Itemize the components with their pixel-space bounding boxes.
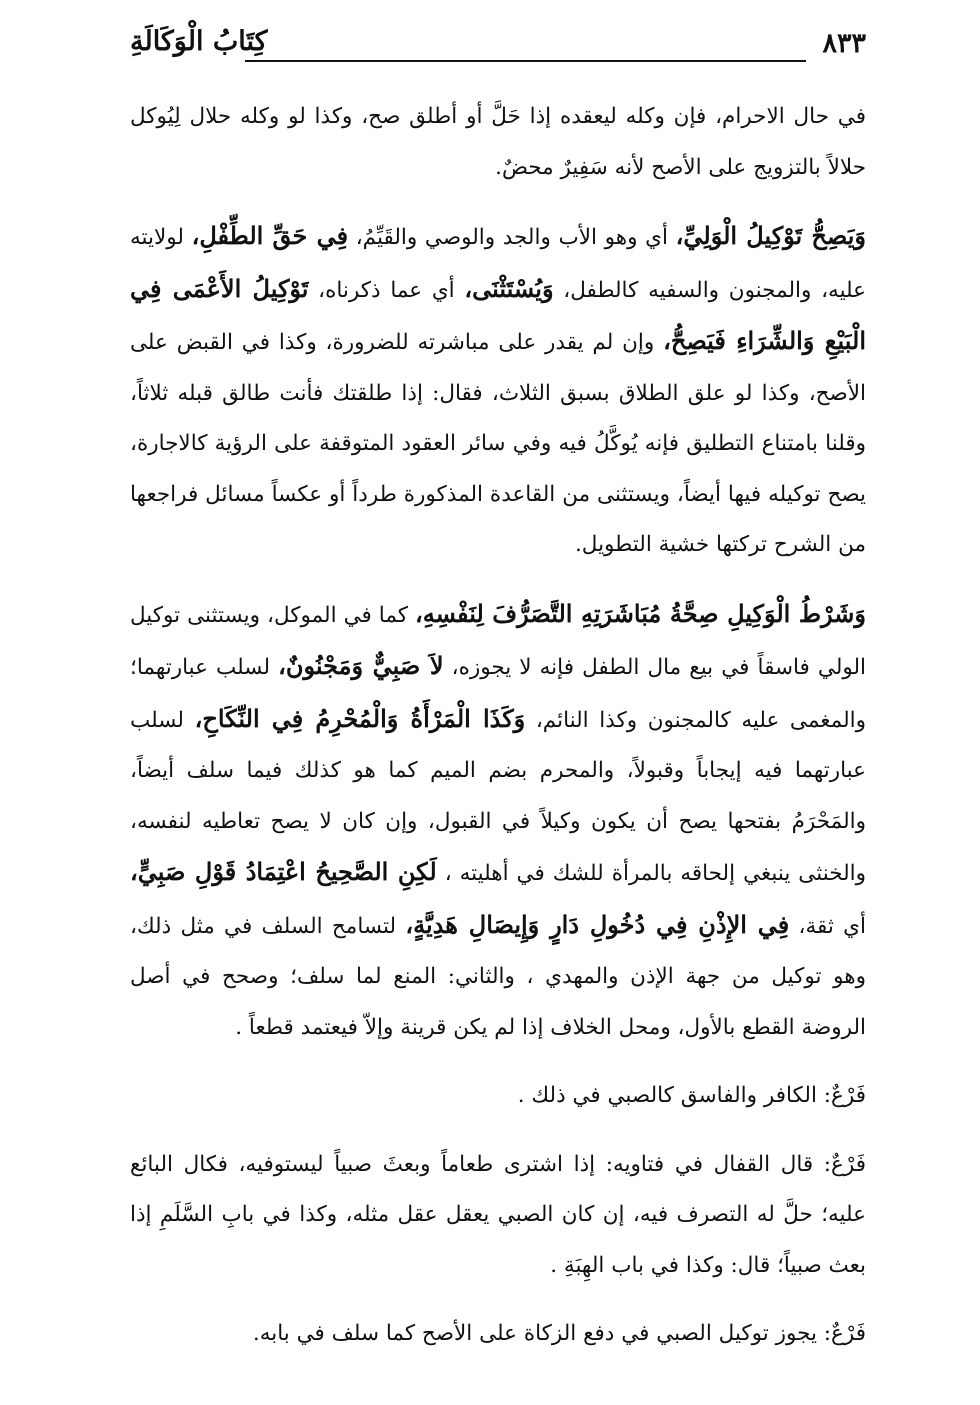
branch-note-3: [130, 1309, 866, 1360]
matn-text: وَشَرْطُ الْوَكِيلِ صِحَّةُ مُبَاشَرَتِهِ التَّصَرُّفَ لِنَفْسِهِ،: [415, 598, 866, 628]
sharh-text: لولايته عليه، والمجنون والسفيه كالطفل،: [130, 225, 867, 303]
paragraph-text: في حال الاحرام، فإن وكله ليعقده إذا حَلَّ أو أطلق صح، وكذا لو وكله حلال لِيُوكل حلالاً بالتزويج على الأصح لأنه سَفِيرٌ محضٌ.: [130, 104, 866, 180]
branch-label: فَرْعٌ:: [823, 1151, 866, 1177]
matn-text: فِي الإِذْنِ فِي دُخُولِ دَارٍ وَإِيصَالِ هَدِيَّةٍ،: [405, 909, 790, 939]
matn-text: لاَ صَبِيٌّ وَمَجْنُونٌ،: [278, 651, 444, 680]
sharh-text: لسلب عبارتهما فيه إيجاباً وقبولاً، والمحرم بضم الميم كما هو كذلك فيما سلف أيضاً، والمَحْرَمُ بفتحها يصح أن يكون وكيلاً في القبول، وإن كان لا يصح تعاطيه لنفسه، والخنثى ينبغي إلحاقه بالمرأة للشك في أهليته ،: [130, 707, 866, 886]
branch-text: يجوز توكيل الصبي في دفع الزكاة على الأصح كما سلف في بابه.: [252, 1321, 824, 1346]
branch-text: قال القفال في فتاويه: إذا اشترى طعاماً وبعثَ صبياً ليستوفيه، فكال البائع عليه؛ حلَّ له التصرف فيه، إن كان الصبي يعقل عقل مثله، وكذا في بابِ السَّلَمِ إذا بعث صبياً؛ قال: وكذا في باب الهِبَةِ .: [130, 1151, 866, 1278]
sharh-text: أي وهو الأب والجد والوصي والقَيِّمُ،: [348, 225, 676, 250]
sharh-text: كما في الموكل، ويستثنى توكيل الولي فاسقاً في بيع مال الطفل فإنه لا يجوزه،: [130, 602, 866, 680]
header-rule: [245, 60, 806, 62]
sharh-text: لسلب عبارتهما؛ والمغمى عليه كالمجنون وكذا النائم،: [130, 655, 866, 733]
branch-note-1: [130, 1071, 866, 1122]
sharh-text: وإن لم يقدر على مباشرته للضرورة، وكذا في القبض على الأصح، وكذا لو علق الطلاق بسبق الثلاث، فقال: إذا طلقتك فأنت طالق قبله ثلاثاً، وقلنا بامتناع التطليق فإنه يُوكَّلُ فيه وفي سائر العقود المتوقفة على الرؤية كالاجارة، يصح توكيله فيها أيضاً، ويستثنى من القاعدة المذكورة طرداً أو عكساً مسائل فراجعها من الشرح تركتها خشية التطويل.: [130, 330, 866, 557]
paragraph-1: [130, 92, 866, 193]
matn-text: وَيَصِحُّ تَوْكِيلُ الْوَلِيِّ،: [675, 221, 866, 250]
matn-text: وَيُسْتَثْنَى،: [464, 273, 554, 303]
branch-label: فَرْعٌ:: [823, 1321, 866, 1346]
sharh-text: لتسامح السلف في مثل ذلك، وهو توكيل من جهة الإذن والمهدي ، والثاني: المنع لما سلف؛ وصحح في أصل الروضة القطع بالأول، ومحل الخلاف إذا لم يكن قرينة وإلاّ فيعتمد قطعاً .: [130, 913, 866, 1040]
matn-text: فِي حَقِّ الطِّفْلِ،: [191, 221, 349, 250]
branch-label: فَرْعٌ:: [823, 1083, 866, 1108]
running-title: كِتَابُ الْوَكَالَةِ: [130, 26, 268, 57]
matn-text: وَكَذَا الْمَرْأَةُ وَالْمُحْرِمُ فِي النِّكَاحِ،: [194, 703, 526, 733]
matn-text: لَكِنِ الصَّحِيحُ اعْتِمَادُ قَوْلِ صَبِيٍّ،: [130, 857, 437, 886]
paragraph-3: [130, 589, 866, 1054]
branch-note-2: [130, 1140, 866, 1292]
page-header: [130, 22, 866, 66]
sharh-text: أي ثقة،: [789, 913, 866, 939]
branch-text: الكافر والفاسق كالصبي في ذلك .: [517, 1083, 824, 1108]
paragraph-2: [130, 211, 866, 571]
page-body: [130, 92, 866, 1360]
matn-text: تَوْكِيلُ الأَعْمَى فِي الْبَيْعِ وَالشِّرَاءِ فَيَصِحُّ،: [130, 273, 867, 355]
page-number: ٨٣٣: [822, 28, 866, 59]
sharh-text: أي عما ذكرناه،: [308, 277, 465, 303]
